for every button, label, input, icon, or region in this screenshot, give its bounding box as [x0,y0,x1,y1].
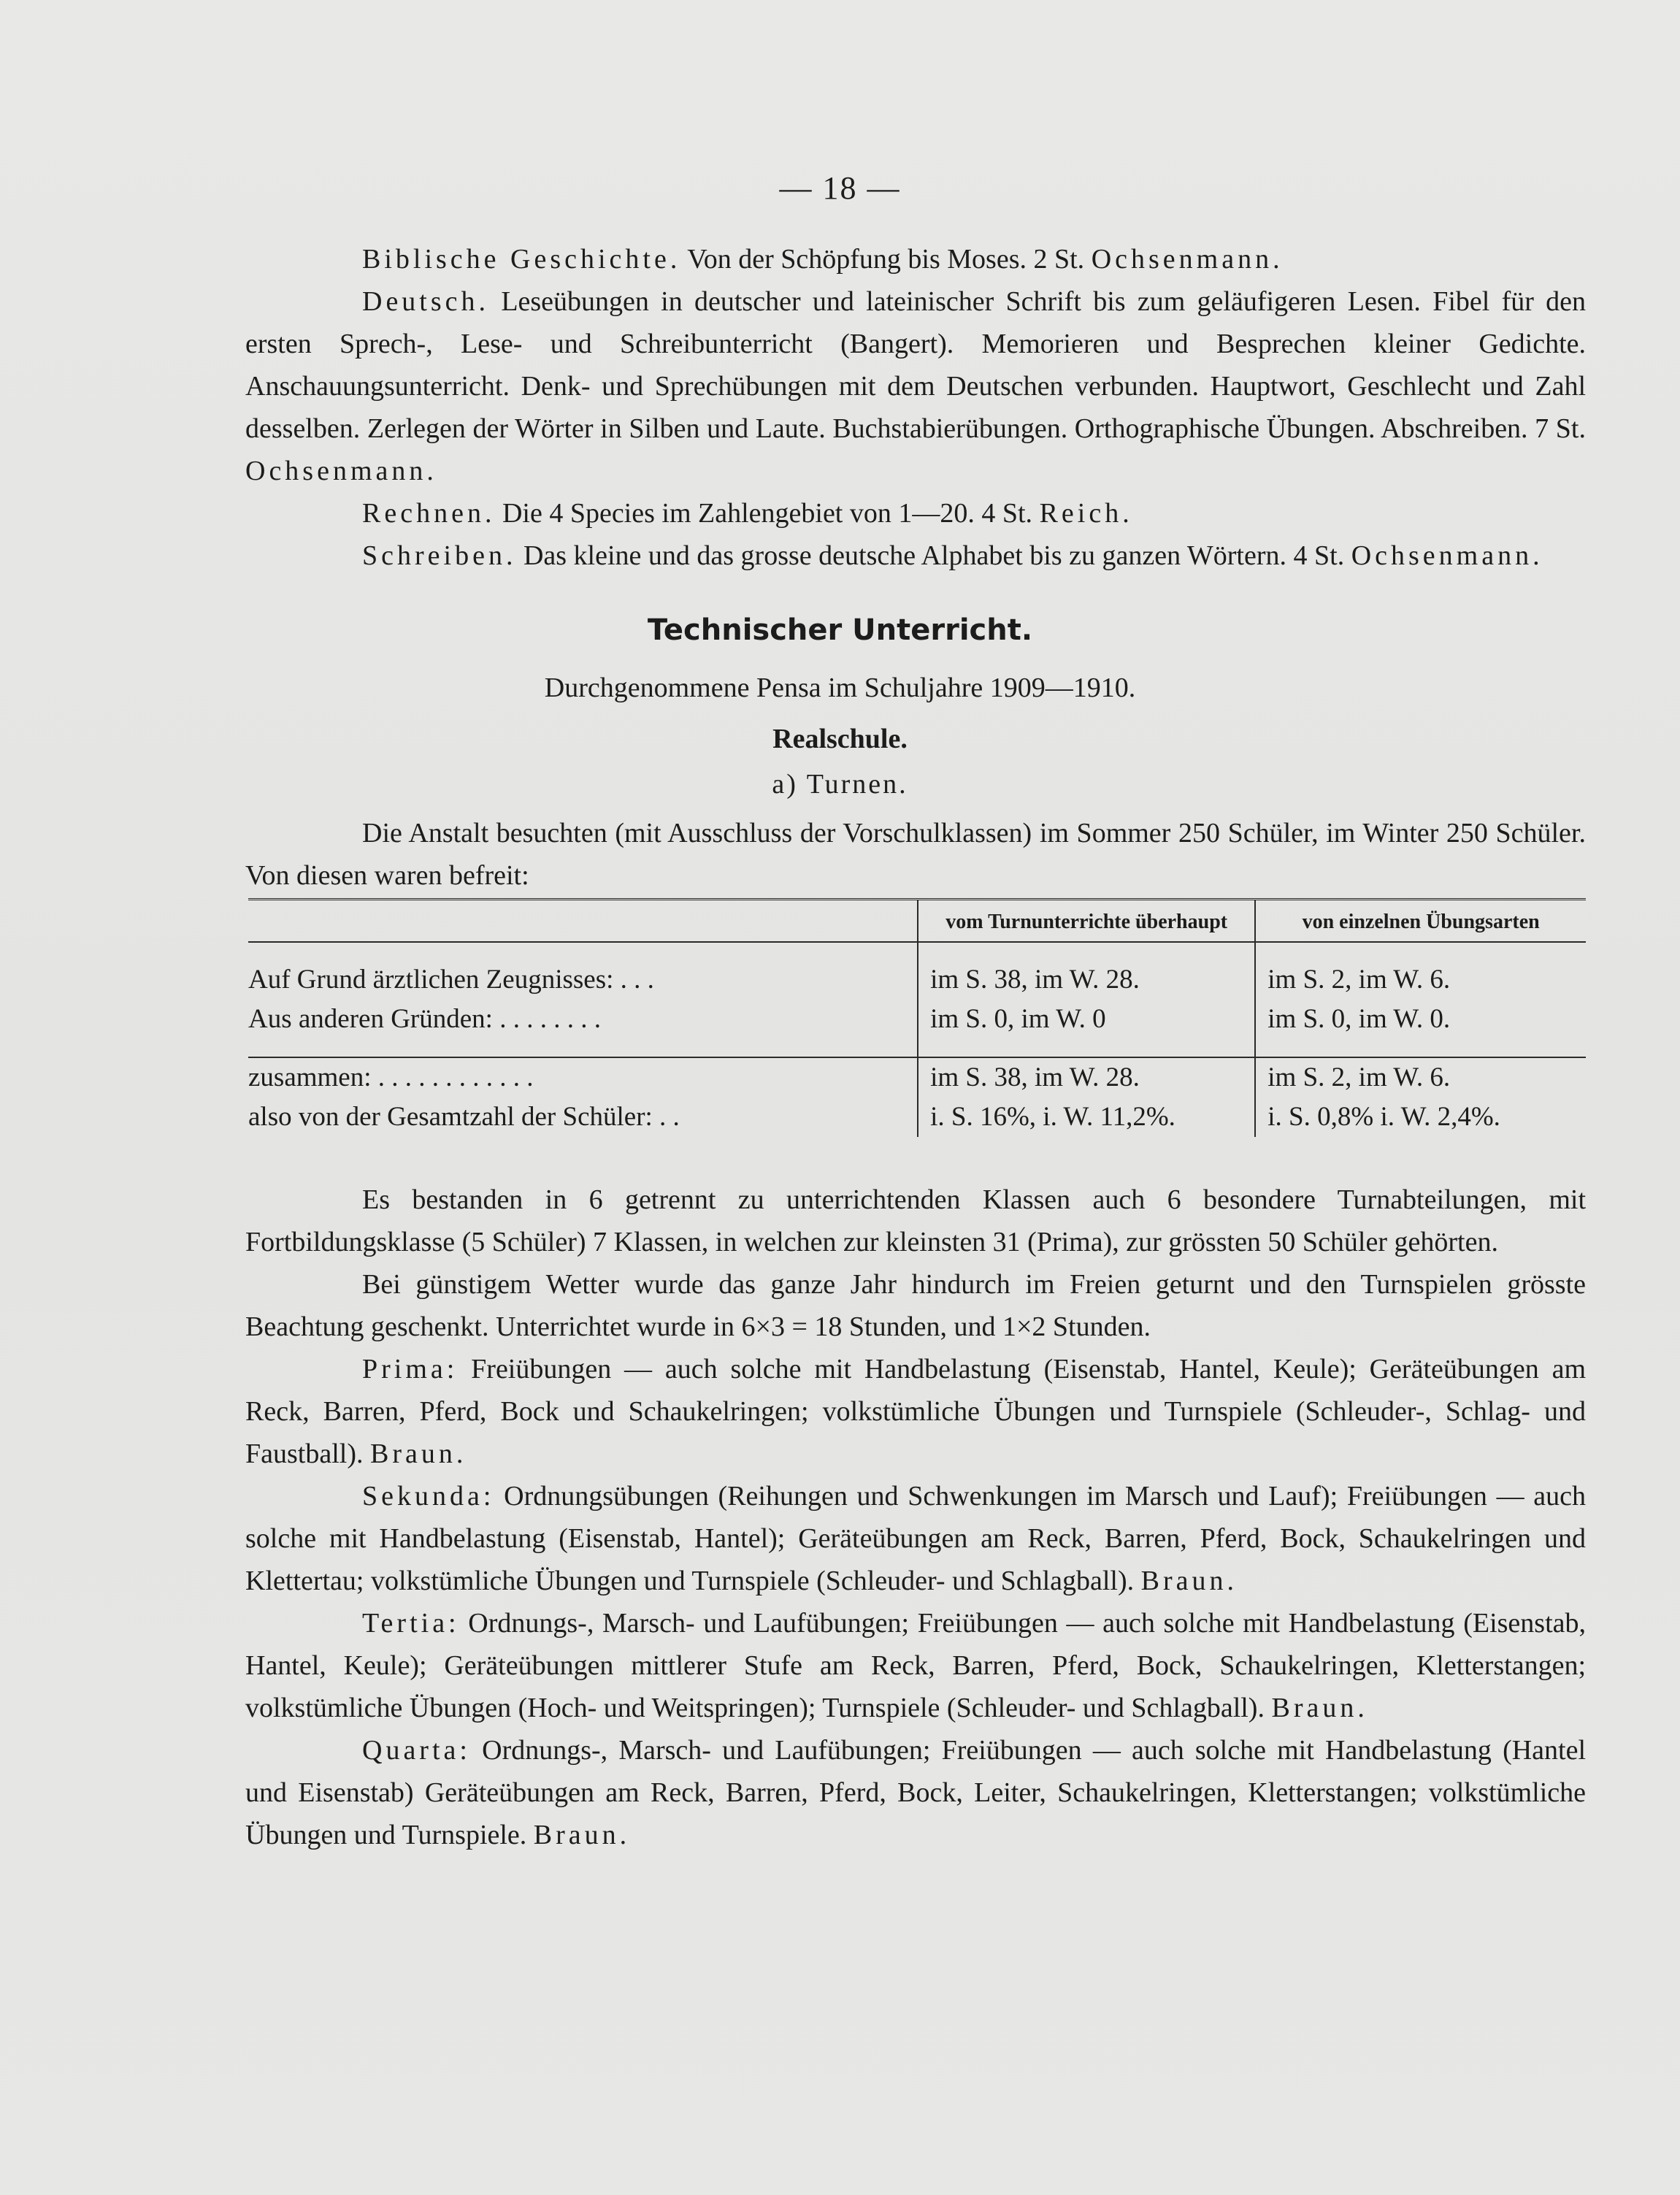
table-row [248,960,1586,1000]
paragraph-deutsch [245,280,1586,492]
section-subtitle: Durchgenommene Pensa im Schuljahre 1909—1910. [544,673,1136,703]
table-header: von einzelnen Übungsarten [1255,900,1586,943]
paragraph-text: Von der Schöpfung bis Moses. 2 St. [687,244,1085,275]
school-heading: Realschule. [772,724,908,754]
paragraph-text: Ordnungsübungen (Reihungen und Schwenkungen im Marsch und Lauf); Freiübungen — auch solche mit Handbelastung (Eisenstab, Hantel); Geräteübungen am Reck, Barren, Pferd, Bock, Schaukelringen und Klettertau; volkstümliche Übungen und Turnspiele (Schleuder- und Schlagball). [245,1481,1586,1596]
paragraph-rechnen [245,492,1586,535]
paragraph-text: Das kleine und das grosse deutsche Alphabet bis zu ganzen Wörtern. 4 St. [523,540,1345,571]
subject-label: Schreiben. [362,540,517,571]
class-label: Prima: [362,1354,459,1384]
row-label: Aus anderen Gründen: . . . . . . . . [248,1004,601,1034]
teacher-name: Reich. [1039,498,1133,529]
table-row [248,1057,1586,1098]
paragraph-text: Ordnungs-, Marsch- und Laufübungen; Freiübungen — auch solche mit Handbelastung (Eisenstab, Hantel, Keule); Geräteübungen mittlerer Stufe am Reck, Barren, Pferd, Bock, Schaukelringen, Kletterstangen; volkstümliche Übungen (Hoch- und Weitspringen); Turnspiele (Schleuder- und Schlagball). [245,1608,1587,1723]
table-header-row [248,900,1586,943]
intro-block [245,238,1586,577]
subject-label: Rechnen. [362,498,496,529]
paragraph-tertia [245,1602,1586,1729]
cell-value: im S. 38, im W. 28. [918,960,1255,1000]
teacher-name: Ochsenmann. [1351,540,1543,571]
cell-value: im S. 0, im W. 0 [918,1000,1255,1039]
paragraph-biblische-geschichte [245,238,1586,280]
paragraph-text: Die 4 Species im Zahlengebiet von 1—20. 4 St. [502,498,1033,529]
table-spacer [248,1039,1586,1057]
subject-label: Biblische Geschichte. [362,244,681,275]
row-label: also von der Gesamtzahl der Schüler: . . [248,1102,680,1132]
teacher-name: Ochsenmann. [1091,244,1284,275]
attendance-intro [245,812,1586,897]
class-label: Tertia: [362,1608,460,1639]
page-number: — 18 — [779,170,901,206]
cell-value: im S. 0, im W. 0. [1255,1000,1586,1039]
teacher-name: Braun. [1140,1566,1238,1596]
subject-label: Deutsch. [362,286,490,317]
cell-value: im S. 2, im W. 6. [1255,1057,1586,1098]
cell-value: i. S. 16%, i. W. 11,2%. [918,1098,1255,1137]
section-heading: Technischer Unterricht. [647,613,1033,647]
cell-value: im S. 2, im W. 6. [1255,960,1586,1000]
paragraph-schreiben [245,535,1586,577]
paragraph-text: Die Anstalt besuchten (mit Ausschluss der Vorschulklassen) im Sommer 250 Schüler, im Winter 250 Schüler. Von diesen waren befreit: [245,818,1586,891]
cell-value: i. S. 0,8% i. W. 2,4%. [1255,1098,1586,1137]
teacher-name: Braun. [533,1820,631,1850]
cell-value: im S. 38, im W. 28. [918,1057,1255,1098]
paragraph-text: Freiübungen — auch solche mit Handbelastung (Eisenstab, Hantel, Keule); Geräteübungen am Reck, Barren, Pferd, Bock und Schaukelringen; volkstümliche Übungen und Turnspiele (Schleuder-, Schlag- und Faustball). [245,1354,1586,1469]
paragraph-sekunda [245,1475,1586,1602]
exemption-table [248,898,1586,1137]
table-header: vom Turnunterrichte überhaupt [918,900,1255,943]
teacher-name: Braun. [1271,1693,1368,1723]
class-label: Quarta: [362,1735,471,1766]
table-row [248,1000,1586,1039]
paragraph-quarta [245,1729,1586,1856]
paragraph-text: Leseübungen in deutscher und lateinischer Schrift bis zum geläufigeren Lesen. Fibel für den ersten Sprech-, Lese- und Schreibunterricht (Bangert). Memorieren und Besprechen kleiner Gedichte. Anschauungsunterricht. Denk- und Sprechübungen mit dem Deutschen verbunden. Hauptwort, Geschlecht und Zahl desselben. Zerlegen der Wörter in Silben und Laute. Buchstabierübungen. Orthographische Übungen. Abschreiben. 7 St. [245,286,1587,444]
paragraph-classes: Es bestanden in 6 getrennt zu unterrichtenden Klassen auch 6 besondere Turnabteilungen, mit Fortbildungsklasse (5 Schüler) 7 Klassen, in welchen zur kleinsten 31 (Prima), zur grössten 50 Schüler gehörten. [245,1184,1586,1257]
table-spacer [248,942,1586,960]
subsection-heading: a) Turnen. [772,769,908,800]
row-label: zusammen: . . . . . . . . . . . . [248,1057,918,1098]
paragraph-prima [245,1348,1586,1475]
paragraph-text: Ordnungs-, Marsch- und Laufübungen; Freiübungen — auch solche mit Handbelastung (Hantel und Eisenstab) Geräteübungen am Reck, Barren, Pferd, Bock, Leiter, Schaukelringen, Kletterstangen; volkstümliche Übungen und Turnspiele. [245,1735,1587,1850]
table-row [248,1098,1586,1137]
teacher-name: Ochsenmann. [245,456,437,486]
teacher-name: Braun. [369,1439,467,1469]
paragraph-weather: Bei günstigem Wetter wurde das ganze Jahr hindurch im Freien geturnt und den Turnspielen grösste Beachtung geschenkt. Unterrichtet wurde in 6×3 = 18 Stunden, und 1×2 Stunden. [245,1269,1586,1342]
table-header-empty [248,900,918,943]
class-label: Sekunda: [362,1481,495,1512]
row-label: Auf Grund ärztlichen Zeugnisses: . . . [248,965,654,995]
body-block [245,1179,1586,1856]
